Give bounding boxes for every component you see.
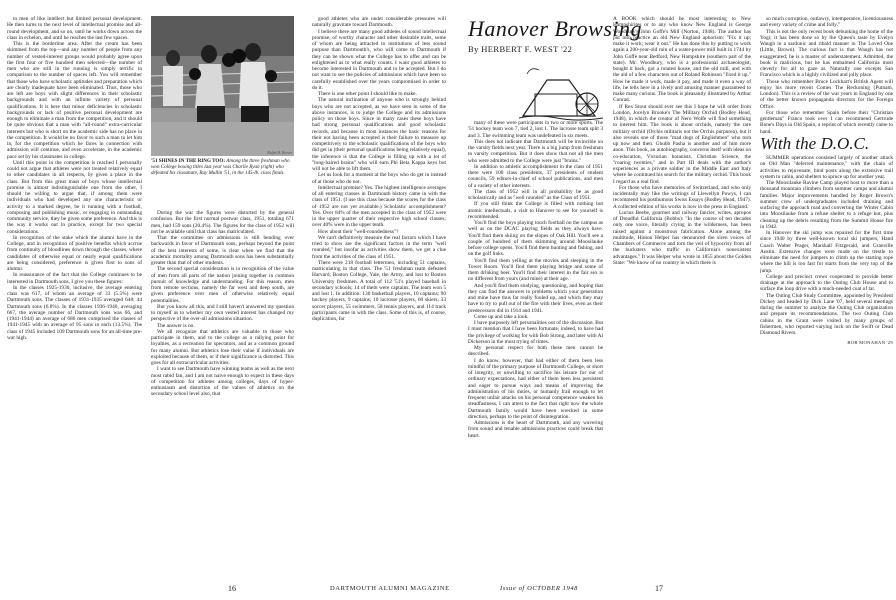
paragraph: The Moosilauke Ravine Camp played host to more than a thousand mountain climbers from summer camps and alumni families. Major improvements handled by Roger Brown's summer crew of undergraduates included draining and surfacing the approach road and converting the Winter Cabin into Moosilauke from a refuse shelter to a refuge hut, plus cleaning up the debris resulting from the Summit House fire in 1942. — [760, 180, 893, 230]
mill-illustration — [517, 60, 605, 122]
paragraph: My personal respect for both these men cannot be described. — [468, 345, 603, 358]
paragraph: Intellectual promise? Yes. The highest intelligence averages of all entering classes in Dartmouth history came in with the class of 1951. (I use this class because the scores for the class of 1952 are not yet available.) Scholastic accomplishment? Yes. Over 84% of the men accepted in the class of 1952 were in the upper quarter of their respective high school classes; over 40% were in the upper tenth. — [312, 184, 446, 229]
caption-lead: '51 SHINES IN THE RING TOO: — [151, 158, 226, 164]
paragraph: Admissions is the heart of Dartmouth, and any wavering from sound and tenable admissions practices could break that heart. — [468, 420, 603, 439]
doc-signature: BOB MONAHAN '29 — [847, 340, 893, 346]
boxing-photo-image — [151, 16, 294, 156]
paragraph: The class of 1952 will in all probability be as good scholastically and as "well rounded" as the Class of 1951. — [468, 188, 603, 201]
paragraph: In reassurance of the fact that the College continues to be interested in Dartmouth sons, I give you these figures: — [7, 272, 142, 285]
footer-magazine: DARTMOUTH ALUMNI MAGAZINE — [330, 585, 450, 592]
page-number-left: 16 — [228, 584, 236, 593]
paragraph: Those who remember Bruce Lockhart's British Agent will enjoy his more recent Comes The Reckoning (Putnam, London). This is a review of the war years in England by one of the better known propaganda directors for the Foreign Office. — [760, 78, 893, 110]
paragraph: The answer is no. — [157, 322, 195, 329]
caption-text: Among the three freshman who won College boxing titles last year was Charlie Ryan (right) who defeated his classmate, Ray Mullin '51, in the 145-lb. class finals. — [151, 158, 290, 176]
left-page-column-3 — [312, 16, 446, 574]
left-page-column-1 — [7, 16, 142, 574]
paragraph: There is one other point I should like to make. — [318, 91, 417, 97]
paragraph: In addition to athletic accomplishment in the class of 1951 there were 100 class presidents, 37 presidents of student councils, 59 editors-in-chief of school publications, and men of a variety of other interests. — [468, 163, 603, 189]
paragraph: This does not indicate that Dartmouth will be invincible on the varsity fields next year. There is a big jump from freshman to varsity competition. But it does show that not all the men who were admitted to the College were just "brains." — [468, 138, 603, 164]
footer-issue: Issue of OCTOBER 1948 — [500, 585, 579, 592]
paragraph: We all recognize that athletics are valuable to those who participate in them, and to the college as a rallying point for loyalties, as a recreation for spectators, and as a common ground for many alumni. But athletics lose their value if individuals are exploited because of them, or if their significance is distorted. This goes for all extracurricular activities. — [151, 328, 294, 366]
paragraph: to men of like intellect but limited personal development. He then turns to the next level of intellectual promise and all-round development, and so on, until he works down across the class in echelon, and until he reaches the last few spaces. — [7, 16, 142, 41]
byline: By HERBERT F. WEST '22 — [468, 44, 573, 54]
paragraph: This is the borderline area. After the cream has been skimmed from the top—and any number of people from any number of vested-interest groups would probably agree upon the first four or five hundred men selected—the number of men who are still in the running is simply terrific in comparison to the number of spaces left. You will remember that those who have scholastic aptitudes and preparation which are clearly inadequate have been eliminated. Thus, those who are left are boys with slight differences in their scholastic backgrounds and with an infinite variety of personal qualifications. It is here that minor deficiencies in scholastic backgrounds or lack of positive personal development are enough to eliminate a man from the competition, and it should be quite obvious that a man with "all-round" extra-curricular interests but who is short on the academic side has no place in the competition. It would be no favor to such a man to let him in, for the competition which he faces in connection with admission will continue, and even accelerate, in the academic pace set by his classmates in college. — [7, 41, 142, 160]
paragraph: If you still think the College is filled with nothing but atomic intellectuals, a visit to Hanover to see for yourself is recommended. — [468, 201, 603, 220]
paragraph: The Outing Club Study Committee, appointed by President Dickey and headed by Dick Lane '07, held several meetings during the summer to analyze the Outing Club organization and prepare its recommendations. The two Outing Club cabins in the Grant were visited by many groups of fishermen, who reported varying luck on the Swift or Dead Diamond Rivers. — [760, 292, 893, 336]
paragraph: I do know, however, that had either of them been less mindful of the primary purpose of Dartmouth College, or short of integrity, or unwilling to sacrifice his leisure for our of ordinary expectations, had either of them been less persistent and eager to pursue ways and means of improving the administration of his duties, or humanly frail enough to let frequent unfair attacks on his personal competence weaken his steadfastness, I can attest to the fact that right now the whole Dartmouth family would have been wrecked in some direction, perhaps to the point of disintegration. — [468, 357, 603, 420]
photo-credit: Ralph H. Brown — [267, 151, 292, 155]
paragraph: A BOOK which should be most interesting to New Hampshirites or to any who know New England is George Woodbury's John Goffe's Mill (Norton, 1948). The author has put into practice an old New England aphorism: "Fix it up; make it work; wear it out." He has done this by putting to work again a 200-year-old ruin of a water-power mill built in 1744 by John Goffe near Bedford, New Hampshire (southern part of the state). Mr. Woodbury, who is a professional archaeologist, bought it back, got a rotated house, and the old mill, and with the aid of a few characters out of Roland Robinson "fixed it up." How he made it work, made it pay, and made it even a way of life, he tells here in a lively and amusing manner guaranteed to make many curious. The book is pleasantly illustrated by Arthur Conrad. — [613, 16, 751, 104]
paragraph: That the committee on admissions is still bending over backwards in favor of Dartmouth sons, perhaps beyond the point of the best interests of some, is clear when we find that the academic mortality among Dartmouth sons has been substantially greater than that of other students. — [151, 235, 294, 266]
paragraph: I believe there are many good athletes of sound intellectual promise, of worthy character and other desirable traits, some of whom are being attracted to institutions of less sound purpose than Dartmouth's, who will come to Dartmouth if they can be shown what the College has to offer and can be enlightened as to what really counts. I want good athletes to become interested in Dartmouth and to be accepted. But I do not want to see the policies of admissions which have been so carefully established over the years compromised in order to do it. — [312, 28, 446, 91]
paragraph: The natural inclination of anyone who is strongly behind boys who are not accepted, as we have seen in some of the above instances, is to judge the College and its admissions policy on those boys. Since in many cases these boys have had strong personal qualifications and good scholastic records, and because in most instances the basic reasons for their not having been accepted is their failure to measure up competitively to the scholastic qualifications of the boys who did get in (their personal qualifications being relatively equal), the inference is that the College is filling up with a lot of "long-haired brains" who will earn Phi Beta Kappa keys but will not be able to lift them. — [312, 97, 446, 172]
page-number-right: 17 — [655, 584, 663, 593]
paragraph: We can't definitively measure the real factors which I have tried to show are the significant factors in the term "well rounded," but insofar as activities show them, we get a clue from the activities of the class of 1951. — [312, 234, 446, 260]
boxing-photo — [151, 16, 294, 156]
paragraph: If Rex Stout should ever see this I hope he will order from London, Jocelyn Brooke's The Military Orchid (Bodley Head, 1948), in which the creator of Nero Wolfe will find something to interest him. The book is about orchids, namely the rare military orchid (Orchis militaris not the Orchis purpurea), but it also reveals one of those "mad dogs of Englishmen" who turn up now and then. Ghubb Pasha is another and of him more anon. This book, an autobiography, concerns itself with ideas on co-education, Victorian botanists, Christian Science, the "roaring twenties," and in Part III deals with the author's experiences as a private soldier in the Middle East and Italy where he continued his search for the military orchid. This book I regard as a real find. — [613, 103, 751, 185]
paragraph: Come up and take a look. — [474, 313, 529, 320]
paragraph: I want to see Dartmouth have winning teams as well as the next most rabid fan, and I am not naive enough to expect in these days of competition for athletes among colleges, days of hyper-enthusiasm and distortion of the values of athletics on the secondary school level also, that — [151, 366, 294, 398]
paragraph: How about their "well-roundedness"? — [318, 228, 399, 235]
paragraph: good athletes who are under considerable pressures will naturally gravitate toward Dartmouth. — [312, 16, 446, 29]
left-page-column-2 — [151, 210, 294, 574]
paragraph: You'll find them yelling at the movies and sleeping in the Tower Room. You'll find them playing bridge and some of them drinking beer. You'll find their interest in the fair sex is no different from yours (and mine) at their age. — [468, 257, 603, 283]
paragraph: SUMMER operations consisted largely of another attack on Old Man "deferred maintenance," with the chain of activities to rejuvenate, bind posts along the extensive trail system to cabin, and shelters to spruce up for another year. — [760, 155, 893, 180]
photo-caption — [151, 158, 294, 176]
paragraph: For those who remember Spain before their "Christian gentleman" Franco took over I can recommend Gertrude Bone's Days in Old Spain, a reprint of which recently came to hand. — [760, 109, 893, 135]
paragraph: But you know all this, and I still haven't answered my question to myself as to whether my own vested interest has changed my perspective of the over-all admissions situation. — [151, 303, 294, 323]
paragraph: I have purposely left personalities out of the discussion. But I must mention that I have been fortunate, indeed, to have had the privilege of working for with Bob Strong, and later with Al Dickerson in the most trying of times. — [468, 320, 603, 345]
paragraph: During the war the figures were distorted by the general confusion. But the first normal postwar class, 1951, totaling 671 men, had 159 sons (20.4%). The figures for the class of 1952 will not be available until that class has matriculated. — [151, 210, 294, 235]
paragraph: The second special consideration is in recognition of the value of men from all parts of the nation joining together in common pursuit of knowledge and understanding. For this reason, men from remote sections, namely the far west and deep south, are given preference over men of otherwise relatively equal potentialities. — [151, 266, 294, 304]
paragraph: This is not the only recent book debunking the home of the Yogi; it has been done so by the Queen's taste by Evelyn Waugh in a sardonic and ribald manner in The Loved One (Little, Brown). The curious fact is that Waugh has not exaggerated; he is a master of understatement. Admitted, the book is malicious, but he has embalmed California most cleverly for all to gaze at. Naturally one excepts San Francisco which is a highly civilized and jolly place. — [760, 28, 893, 79]
paragraph: And you'll find them studying, questioning, and hoping that they can find the answers to problems which your generation and mine have thus far really fouled up, and which they may have to try to pull out of the fire with their lives, even as their predecessors did in 1914 and 1941. — [468, 282, 603, 314]
right-page-column-3 — [760, 16, 893, 576]
paragraph: For those who have memories of Switzerland, and who only incidentally may like the writings of Llewellyn Powys, I can recommend his posthumous Swiss Essays (Bodley Head, 1947). A collected edition of his works is now in the press in England. — [613, 184, 751, 210]
paragraph: You'll find the boys playing touch football on the campus as well as on the DCAC playing fields as they always have. You'll find them skiing on the slopes of Oak Hill. You'll see a couple of hundred of them skimming around Moosilauke before college opens. You'll find them hunting and fishing, and on the golf links. — [468, 220, 603, 258]
paragraph: In the classes 1925-1930, inclusive, the average entering class was 617, of whom an average of 33 (5.5%) were Dartmouth sons. The classes of 1931-1935 averaged 648; 44 Dartmouth sons (6.8%). In the classes 1936-1940, averaging 667, the average number of Dartmouth sons was 66, and (1941-1944) an average of 686 men comprised the classes of 1941-1945 with an average of 95 sons in each (13.5%). The class of 1945 included 109 Dartmouth sons for an all-time pre-war high. — [7, 284, 142, 341]
paragraph: many of these were participants in two or more sports. The '51 hockey team won 7, tied 2, lost 1. The lacrosse team split 3 and 3. The swimming team was undefeated in six meets. — [468, 120, 603, 139]
paragraph: In recognition of the stake which the alumni have in the College, and in recognition of positive benefits which accrue from continuity of bloodlines down through the classes, where candidates of otherwise equal or nearly equal qualifications are being considered, preference is given first to sons of alumni. — [7, 234, 142, 272]
right-page-column-2 — [613, 16, 751, 574]
paragraph: Until this point in the competition is reached I personally could not argue that athletes were not treated relatively equal to other candidates in all respects, by given a place in the class. But from this great mass of boys whose intellectual promise is almost indistinguishable one from the other, I should be willing to argue that, if among them were individuals who had developed any one characteristic or activity to a marked degree, be it running with a football, composing and publishing music, or engaging in outstanding community service, they be given some preference. And this is the way it works out in practice, except for two special considerations. — [7, 159, 142, 235]
section-title-with-the-doc: With the D.O.C. — [760, 133, 870, 153]
paragraph: Let us look for a moment at the boys who do get in instead of at those who do not. — [312, 172, 446, 185]
right-page-column-1 — [468, 120, 603, 574]
paragraph: College and precinct crews cooperated to provide better drainage at the approach to the Outing Club House and to surface the loop drive with a much-needed coat of tar. — [760, 273, 893, 293]
paragraph: In Hanover the ski jump was repaired for the first time since 1940 by three well-known local ski jumpers, Hand Coach Walter Prager, Marshall Fitzgerald, and Granville Austin. Extensive changes were made on the trestle to eliminate the need for jumpers to climb up the starting rope where the hill is too fast for starts from the very top of the jump. — [760, 230, 893, 274]
paragraph: Lucius Beebe, gourmet and railway fancier, writes, apropos of Dreadful California (Bobbs): "In the course of ten decades only one voice, literally crying in the wilderness, has been raised against a monstrous fabrication. Alone among the multitude, Hinton Helper has denounced the siren voices of Chambers of Commerce and torn the veil of hypocrisy from all the hucksters who traffic in California's nonexistent advantages." It was Helper who wrote in 1855 about the Golden State: "We know of no country in which there is — [613, 209, 751, 266]
section-title-hanover-browsing: Hanover Browsing — [468, 16, 643, 41]
paragraph: There were 218 football lettermen, including 51 captains, matriculating in that class. The '51 freshman team defeated Harvard, Boston College, Yale, the Army, and lost to Boston University freshmen. A total of 112 '51's played baseball in secondary schools; 14 of them were captains. The team won 5 and lost 1. In addition: 130 basketball players, 10 captains; 90 hockey players, 9 captains; 10 lacrosse players, 60 skiers, 33 soccer players, 55 swimmers, 58 tennis players, and 114 track participants came in with the class. Some of this is, of course, duplication, for — [312, 259, 446, 322]
paragraph: so much corruption, outlawry, intemperance, licentiousness and every variety of crime and folly." — [760, 16, 893, 29]
